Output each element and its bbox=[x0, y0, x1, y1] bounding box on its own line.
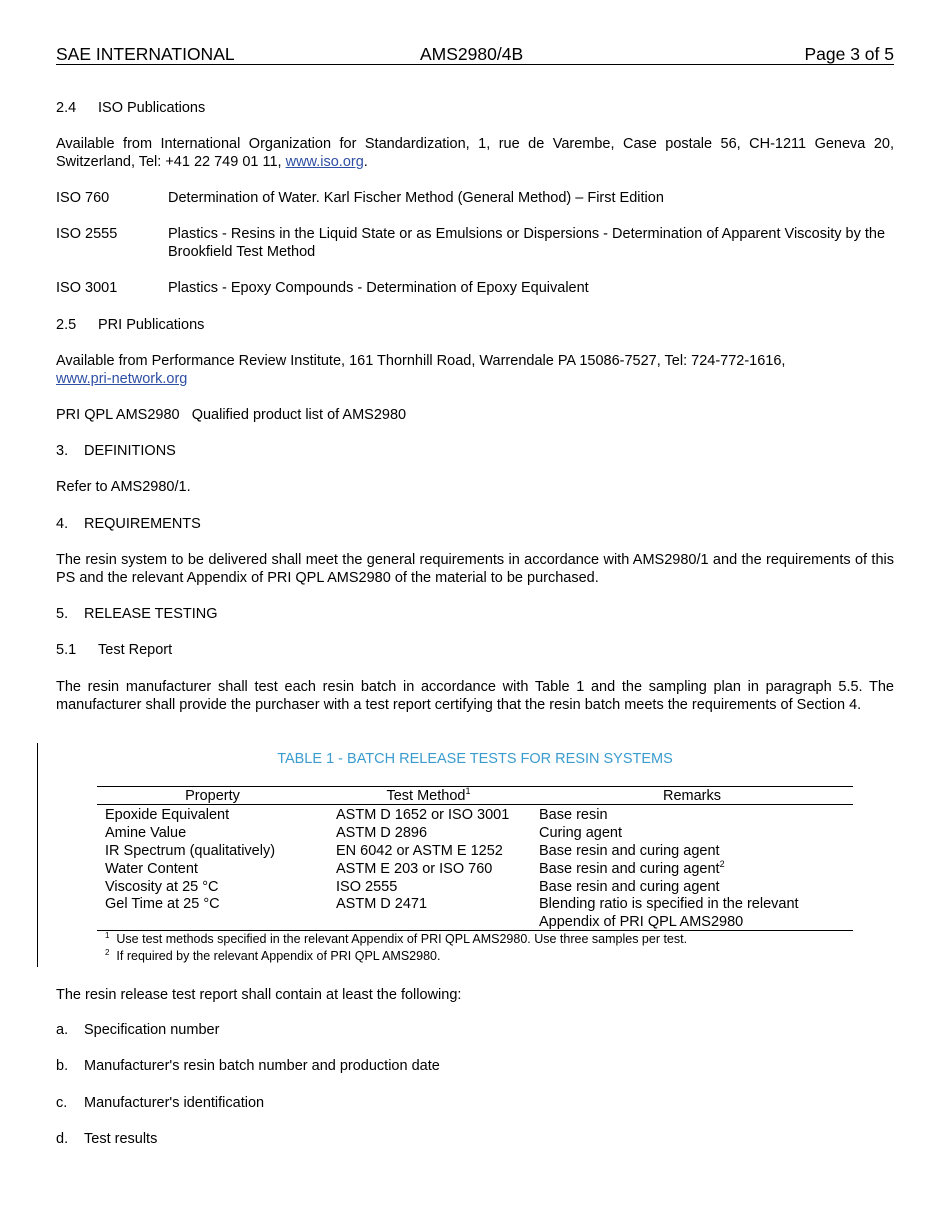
section-number: 3. bbox=[56, 443, 69, 459]
header-org: SAE INTERNATIONAL bbox=[56, 44, 235, 64]
ref-description: Plastics - Epoxy Compounds - Determination of Epoxy Equivalent bbox=[168, 280, 589, 296]
cell-property: IR Spectrum (qualitatively) bbox=[105, 843, 276, 859]
section-5-heading bbox=[56, 605, 894, 623]
table-header-remarks: Remarks bbox=[662, 788, 721, 804]
ref-description: Qualified product list of AMS2980 bbox=[191, 407, 407, 423]
cell-remarks: Blending ratio is specified in the relevant bbox=[539, 896, 799, 912]
table-header-rule bbox=[97, 804, 853, 805]
cell-remarks: Base resin and curing agent bbox=[539, 879, 720, 895]
pri-link[interactable]: www.pri-network.org bbox=[56, 371, 188, 387]
table-title: TABLE 1 - BATCH RELEASE TESTS FOR RESIN SYSTEMS bbox=[277, 751, 673, 767]
revision-change-bar bbox=[37, 743, 38, 967]
cell-method: EN 6042 or ASTM E 1252 bbox=[336, 843, 503, 859]
section-number: 2.5 bbox=[56, 317, 77, 333]
section-title: Test Report bbox=[98, 642, 173, 658]
test-report-text: The resin manufacturer shall test each resin batch in accordance with Table 1 and the sampling plan in paragraph 5.5. The manufacturer shall provide the purchaser with a test report certifying that the resin batch meets the requirements of Section 4. bbox=[56, 679, 894, 713]
section-4-heading bbox=[56, 515, 894, 533]
ref-description: Determination of Water. Karl Fischer Method (General Method) – First Edition bbox=[168, 190, 664, 206]
cell-property: Gel Time at 25 °C bbox=[105, 896, 220, 912]
section-number: 5.1 bbox=[56, 642, 77, 658]
cell-method: ASTM D 2896 bbox=[336, 825, 428, 841]
cell-remarks: Curing agent bbox=[539, 825, 623, 841]
cell-property: Epoxide Equivalent bbox=[105, 807, 230, 823]
iso-availability-text: Available from International Organization for Standardization, 1, rue de Varembe, Case postale 56, CH-1211 Geneva 20, Switzerland, Tel: +41 22 749 01 11, bbox=[56, 136, 894, 170]
cell-method: ASTM D 1652 or ISO 3001 bbox=[336, 807, 510, 823]
ref-code: PRI QPL AMS2980 bbox=[56, 407, 180, 423]
section-5-1-heading bbox=[56, 641, 894, 659]
section-title: DEFINITIONS bbox=[84, 443, 176, 459]
list-item: b. Manufacturer's resin batch number and production date bbox=[56, 1058, 440, 1074]
cell-remarks-continued: Appendix of PRI QPL AMS2980 bbox=[539, 914, 744, 930]
page-header bbox=[56, 44, 894, 65]
table-header-test-method: Test Method$^1$ bbox=[386, 786, 471, 804]
cell-method: ASTM D 2471 bbox=[336, 896, 428, 912]
footnote-marker: 2 bbox=[105, 947, 110, 957]
ref-code: ISO 2555 bbox=[56, 226, 118, 242]
header-page-number: Page 3 of 5 bbox=[804, 44, 894, 64]
section-number: 4. bbox=[56, 516, 69, 532]
footnote-marker: 1 bbox=[465, 786, 471, 797]
list-item: d. Test results bbox=[56, 1131, 158, 1147]
list-item: c. Manufacturer's identification bbox=[56, 1095, 265, 1111]
section-2-5-heading bbox=[56, 316, 894, 334]
header-doc-number: AMS2980/4B bbox=[420, 44, 524, 64]
pri-availability-paragraph bbox=[56, 352, 894, 370]
cell-property: Viscosity at 25 °C bbox=[105, 879, 219, 895]
cell-method: ISO 2555 bbox=[336, 879, 398, 895]
section-title: ISO Publications bbox=[98, 100, 206, 116]
section-title: PRI Publications bbox=[98, 317, 205, 333]
ref-description: Plastics - Resins in the Liquid State or as Emulsions or Dispersions - Determination of Apparent Viscosity by the Brookfield Test Method bbox=[168, 226, 886, 260]
section-number: 5. bbox=[56, 606, 69, 622]
ref-code: ISO 760 bbox=[56, 190, 110, 206]
section-2-4-heading bbox=[56, 99, 894, 117]
iso-link[interactable]: www.iso.org bbox=[285, 154, 364, 170]
pri-link-line bbox=[56, 370, 894, 388]
table-bottom-rule bbox=[97, 930, 853, 931]
table-footnote: $^2$ If required by the relevant Appendix of PRI QPL AMS2980. bbox=[105, 947, 441, 963]
report-intro: The resin release test report shall contain at least the following: bbox=[56, 987, 462, 1003]
footnote-marker: 1 bbox=[105, 930, 110, 940]
section-title: RELEASE TESTING bbox=[84, 606, 218, 622]
section-title: REQUIREMENTS bbox=[84, 516, 201, 532]
list-item: a. Specification number bbox=[56, 1022, 220, 1038]
footnote-marker: 2 bbox=[719, 859, 725, 870]
section-3-heading bbox=[56, 442, 894, 460]
table-footnote: $^1$ Use test methods specified in the relevant Appendix of PRI QPL AMS2980. Use three samples per test. bbox=[105, 930, 688, 946]
cell-remarks: Base resin and curing agent bbox=[539, 843, 720, 859]
cell-remarks: Base resin bbox=[539, 807, 608, 823]
definitions-text: Refer to AMS2980/1. bbox=[56, 479, 191, 495]
iso-availability-paragraph: Available from International Organization for Standardization, 1, rue de Varembe, Case postale 56, CH-1211 Geneva 20, Switzerland, Tel: +41 22 749 01 11, www.iso.org. bbox=[56, 136, 894, 170]
cell-property: Amine Value bbox=[105, 825, 187, 841]
ref-code: ISO 3001 bbox=[56, 280, 118, 296]
cell-remarks: Base resin and curing agent$^2$ bbox=[539, 859, 725, 877]
table-header-property: Property bbox=[185, 788, 240, 804]
cell-property: Water Content bbox=[105, 861, 198, 877]
section-number: 2.4 bbox=[56, 100, 77, 116]
pri-availability-text: Available from Performance Review Institute, 161 Thornhill Road, Warrendale PA 15086-7527, Tel: 724-772-1616, bbox=[56, 353, 786, 369]
pri-qpl-reference bbox=[56, 406, 894, 424]
requirements-text: The resin system to be delivered shall meet the general requirements in accordance with AMS2980/1 and the requirements of this PS and the relevant Appendix of PRI QPL AMS2980 of the material to be purchased. bbox=[56, 552, 894, 586]
cell-method: ASTM E 203 or ISO 760 bbox=[336, 861, 493, 877]
